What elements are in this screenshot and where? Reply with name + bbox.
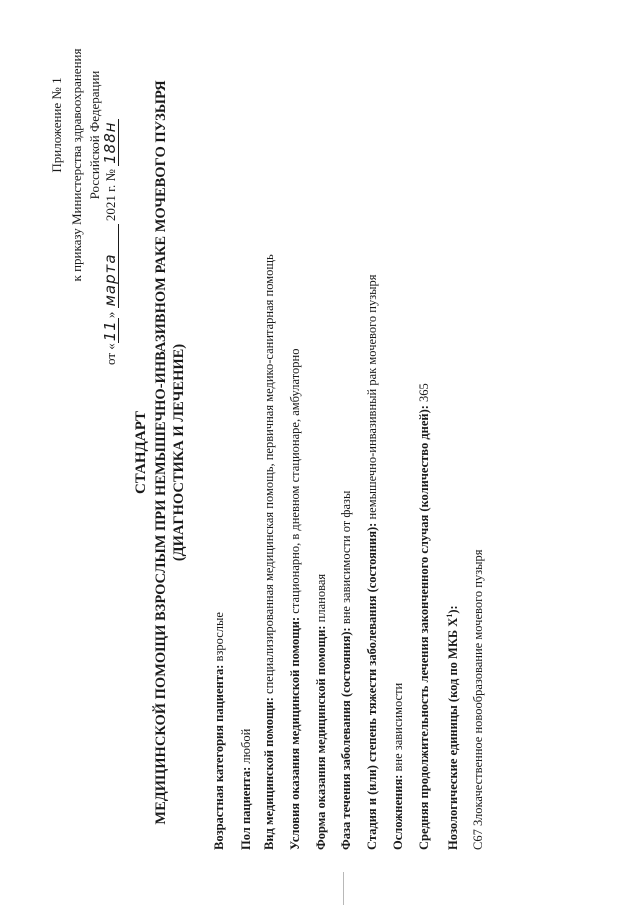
- annex-line2: Российской Федерации: [87, 70, 102, 200]
- field-care-conditions: Условия оказания медицинской помощи: стационарно, в дневном стационаре, амбулаторно: [288, 348, 302, 850]
- field-disease-stage: Стадия и (или) степень тяжести заболевания (состояния): немышечно-инвазивный рак мочевого пузыря: [365, 274, 379, 850]
- field-care-type: Вид медицинской помощи: специализированная медицинская помощь, первичная медико-санитарная помощь: [262, 254, 276, 850]
- standard-subtitle-line2: (ДИАГНОСТИКА И ЛЕЧЕНИЕ): [171, 343, 187, 562]
- field-care-form: Форма оказания медицинской помощи: плановая: [314, 573, 328, 850]
- date-mid: »: [103, 311, 118, 319]
- standard-subtitle-line1: МЕДИЦИНСКОЙ ПОМОЩИ ВЗРОСЛЫМ ПРИ НЕМЫШЕЧНО-ИНВАЗИВНОМ РАКЕ МОЧЕВОГО ПУЗЫРЯ: [153, 80, 169, 825]
- annex-title: Приложение № 1: [49, 77, 64, 173]
- nosology-entry: С67 Злокачественное новообразование мочевого пузыря: [471, 549, 485, 850]
- order-number: 188н: [101, 121, 119, 164]
- field-complications: Осложнения: вне зависимости: [391, 682, 405, 850]
- field-age: Возрастная категория пациента: взрослые: [212, 612, 226, 850]
- annex-line1: к приказу Министерства здравоохранения: [69, 48, 84, 282]
- standard-title: СТАНДАРТ: [133, 410, 149, 495]
- nosology-heading: Нозологические единицы (код по МКБ $X^1$):: [445, 605, 461, 850]
- field-duration: Средняя продолжительность лечения законченного случая (количество дней): 365: [417, 383, 431, 850]
- annex-date-line: [103, 25, 119, 365]
- date-year: 2021 г. №: [103, 169, 118, 222]
- field-sex: Пол пациента: любой: [239, 728, 253, 850]
- scan-edge-line: [343, 872, 344, 905]
- date-day: 11: [101, 320, 119, 342]
- field-disease-phase: Фаза течения заболевания (состояния): вне зависимости от фазы: [339, 490, 353, 850]
- date-prefix: от «: [103, 343, 118, 365]
- date-month: марта: [103, 224, 119, 308]
